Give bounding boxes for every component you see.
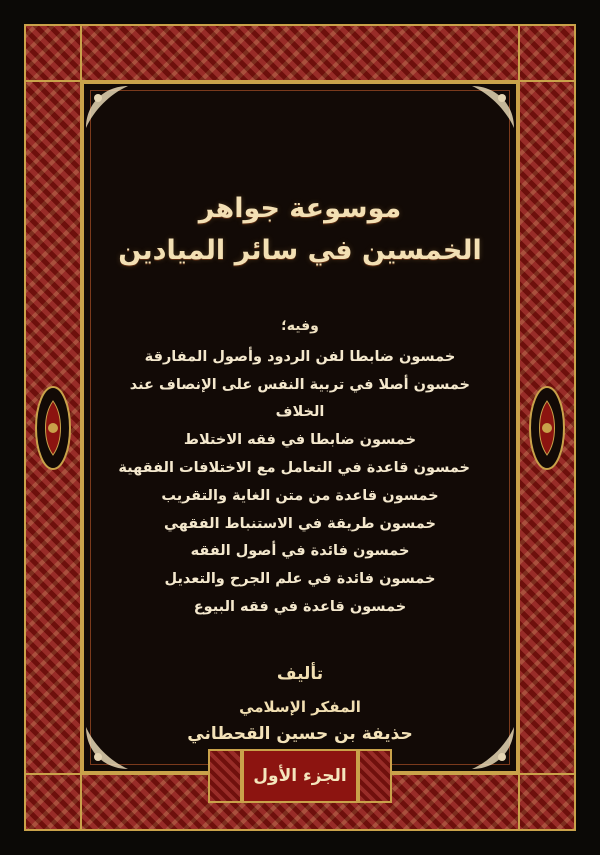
- author-honorific: المفكر الإسلامي: [239, 697, 361, 716]
- volume-plaque: [242, 749, 358, 803]
- corner-ornament-top-right: [470, 84, 516, 130]
- cover-artwork: [24, 24, 576, 831]
- list-item: خمسون ضابطا لفن الردود وأصول المفارقة: [144, 348, 456, 365]
- list-item: خمسون أصلا في تربية النفس على الإنصاف عند: [129, 376, 470, 393]
- border-rule-top-outer: [24, 24, 576, 26]
- border-rule-bottom-outer: [24, 829, 576, 831]
- volume-plaque-wing-left: [358, 749, 392, 803]
- list-item: الخلاف: [275, 404, 325, 421]
- border-rule-left-outer: [24, 24, 26, 831]
- corner-ornament-top-left: [84, 84, 130, 130]
- volume-plaque-wing-right: [208, 749, 242, 803]
- right-medallion-ornament: [527, 385, 567, 471]
- list-item: خمسون قاعدة في التعامل مع الاختلافات الفقهية: [118, 460, 470, 476]
- volume-label: الجزء الأول: [253, 766, 347, 786]
- top-border-band: [24, 24, 576, 82]
- author-label: تأليف: [276, 663, 324, 684]
- contents-intro: وفيه؛: [281, 317, 319, 334]
- book-title-line-1: موسوعة جواهر: [198, 193, 402, 224]
- list-item: خمسون قاعدة من متن الغاية والتقريب: [161, 487, 439, 504]
- list-item: خمسون قاعدة في فقه البيوع: [193, 599, 407, 616]
- cover-content: [84, 84, 516, 771]
- list-item: خمسون فائدة في أصول الفقه: [190, 543, 410, 560]
- border-rule-right-outer: [574, 24, 576, 831]
- border-rule-right-inner: [518, 24, 520, 831]
- left-medallion-ornament: [33, 385, 73, 471]
- list-item: خمسون ضابطا في فقه الاختلاط: [183, 432, 417, 449]
- list-item: خمسون طريقة في الاستنباط الفقهي: [164, 515, 436, 532]
- cover-text-field: [82, 82, 518, 773]
- author-name: حذيفة بن حسين القحطاني: [187, 723, 413, 744]
- book-title-line-2: الخمسين في سائر الميادين: [118, 234, 482, 266]
- corner-ornament-bottom-right: [470, 725, 516, 771]
- list-item: خمسون فائدة في علم الجرح والتعديل: [164, 571, 436, 588]
- contents-list: [118, 344, 470, 622]
- corner-ornament-bottom-left: [84, 725, 130, 771]
- book-title: [118, 188, 482, 272]
